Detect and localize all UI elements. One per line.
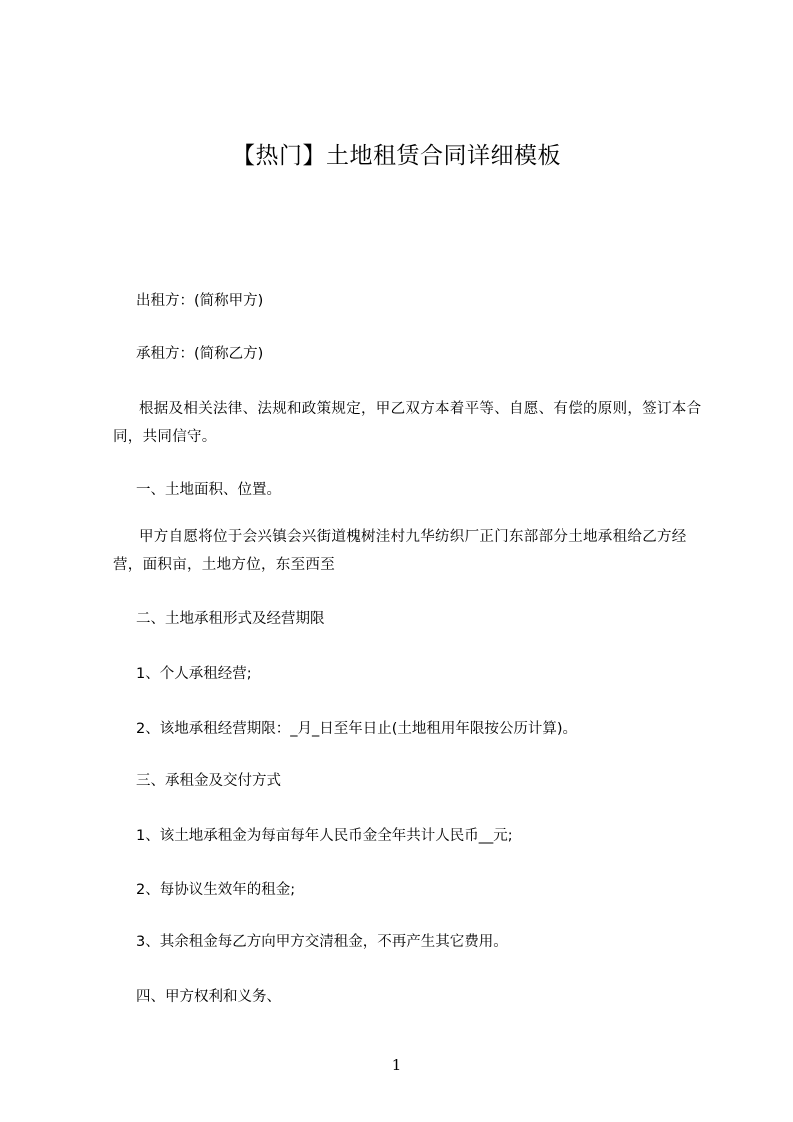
section-2-item-2: 2、该地承租经营期限：_月_日至年日止(土地租用年限按公历计算)。: [136, 721, 578, 737]
party-a-line: 出租方：(简称甲方): [136, 293, 264, 309]
section-3-item-2: 2、每协议生效年的租金;: [136, 882, 296, 898]
section-1-body: 甲方自愿将位于会兴镇会兴街道槐树洼村九华纺织厂正门东部部分土地承租给乙方经营，面积亩，土地方位，东至西至: [113, 529, 687, 573]
section-2-item-1: 1、个人承租经营;: [136, 666, 252, 682]
section-3-item-3: 3、其余租金每乙方向甲方交清租金，不再产生其它费用。: [136, 934, 508, 950]
section-2-heading: 二、土地承租形式及经营期限: [136, 611, 325, 627]
section-4-heading: 四、甲方权利和义务、: [136, 989, 281, 1005]
page-number: 1: [391, 1056, 402, 1074]
section-3-heading: 三、承租金及交付方式: [136, 773, 281, 789]
section-3-item-1: 1、该土地承租金为每亩每年人民币金全年共计人民币__元;: [136, 828, 513, 844]
party-b-line: 承租方：(简称乙方): [136, 346, 264, 362]
document-title: 【热门】土地租赁合同详细模板: [232, 143, 561, 169]
preamble-paragraph: 根据及相关法律、法规和政策规定，甲乙双方本着平等、自愿、有偿的原则，签订本合同，共同信守。: [113, 401, 702, 445]
section-1-heading: 一、土地面积、位置。: [136, 482, 281, 498]
